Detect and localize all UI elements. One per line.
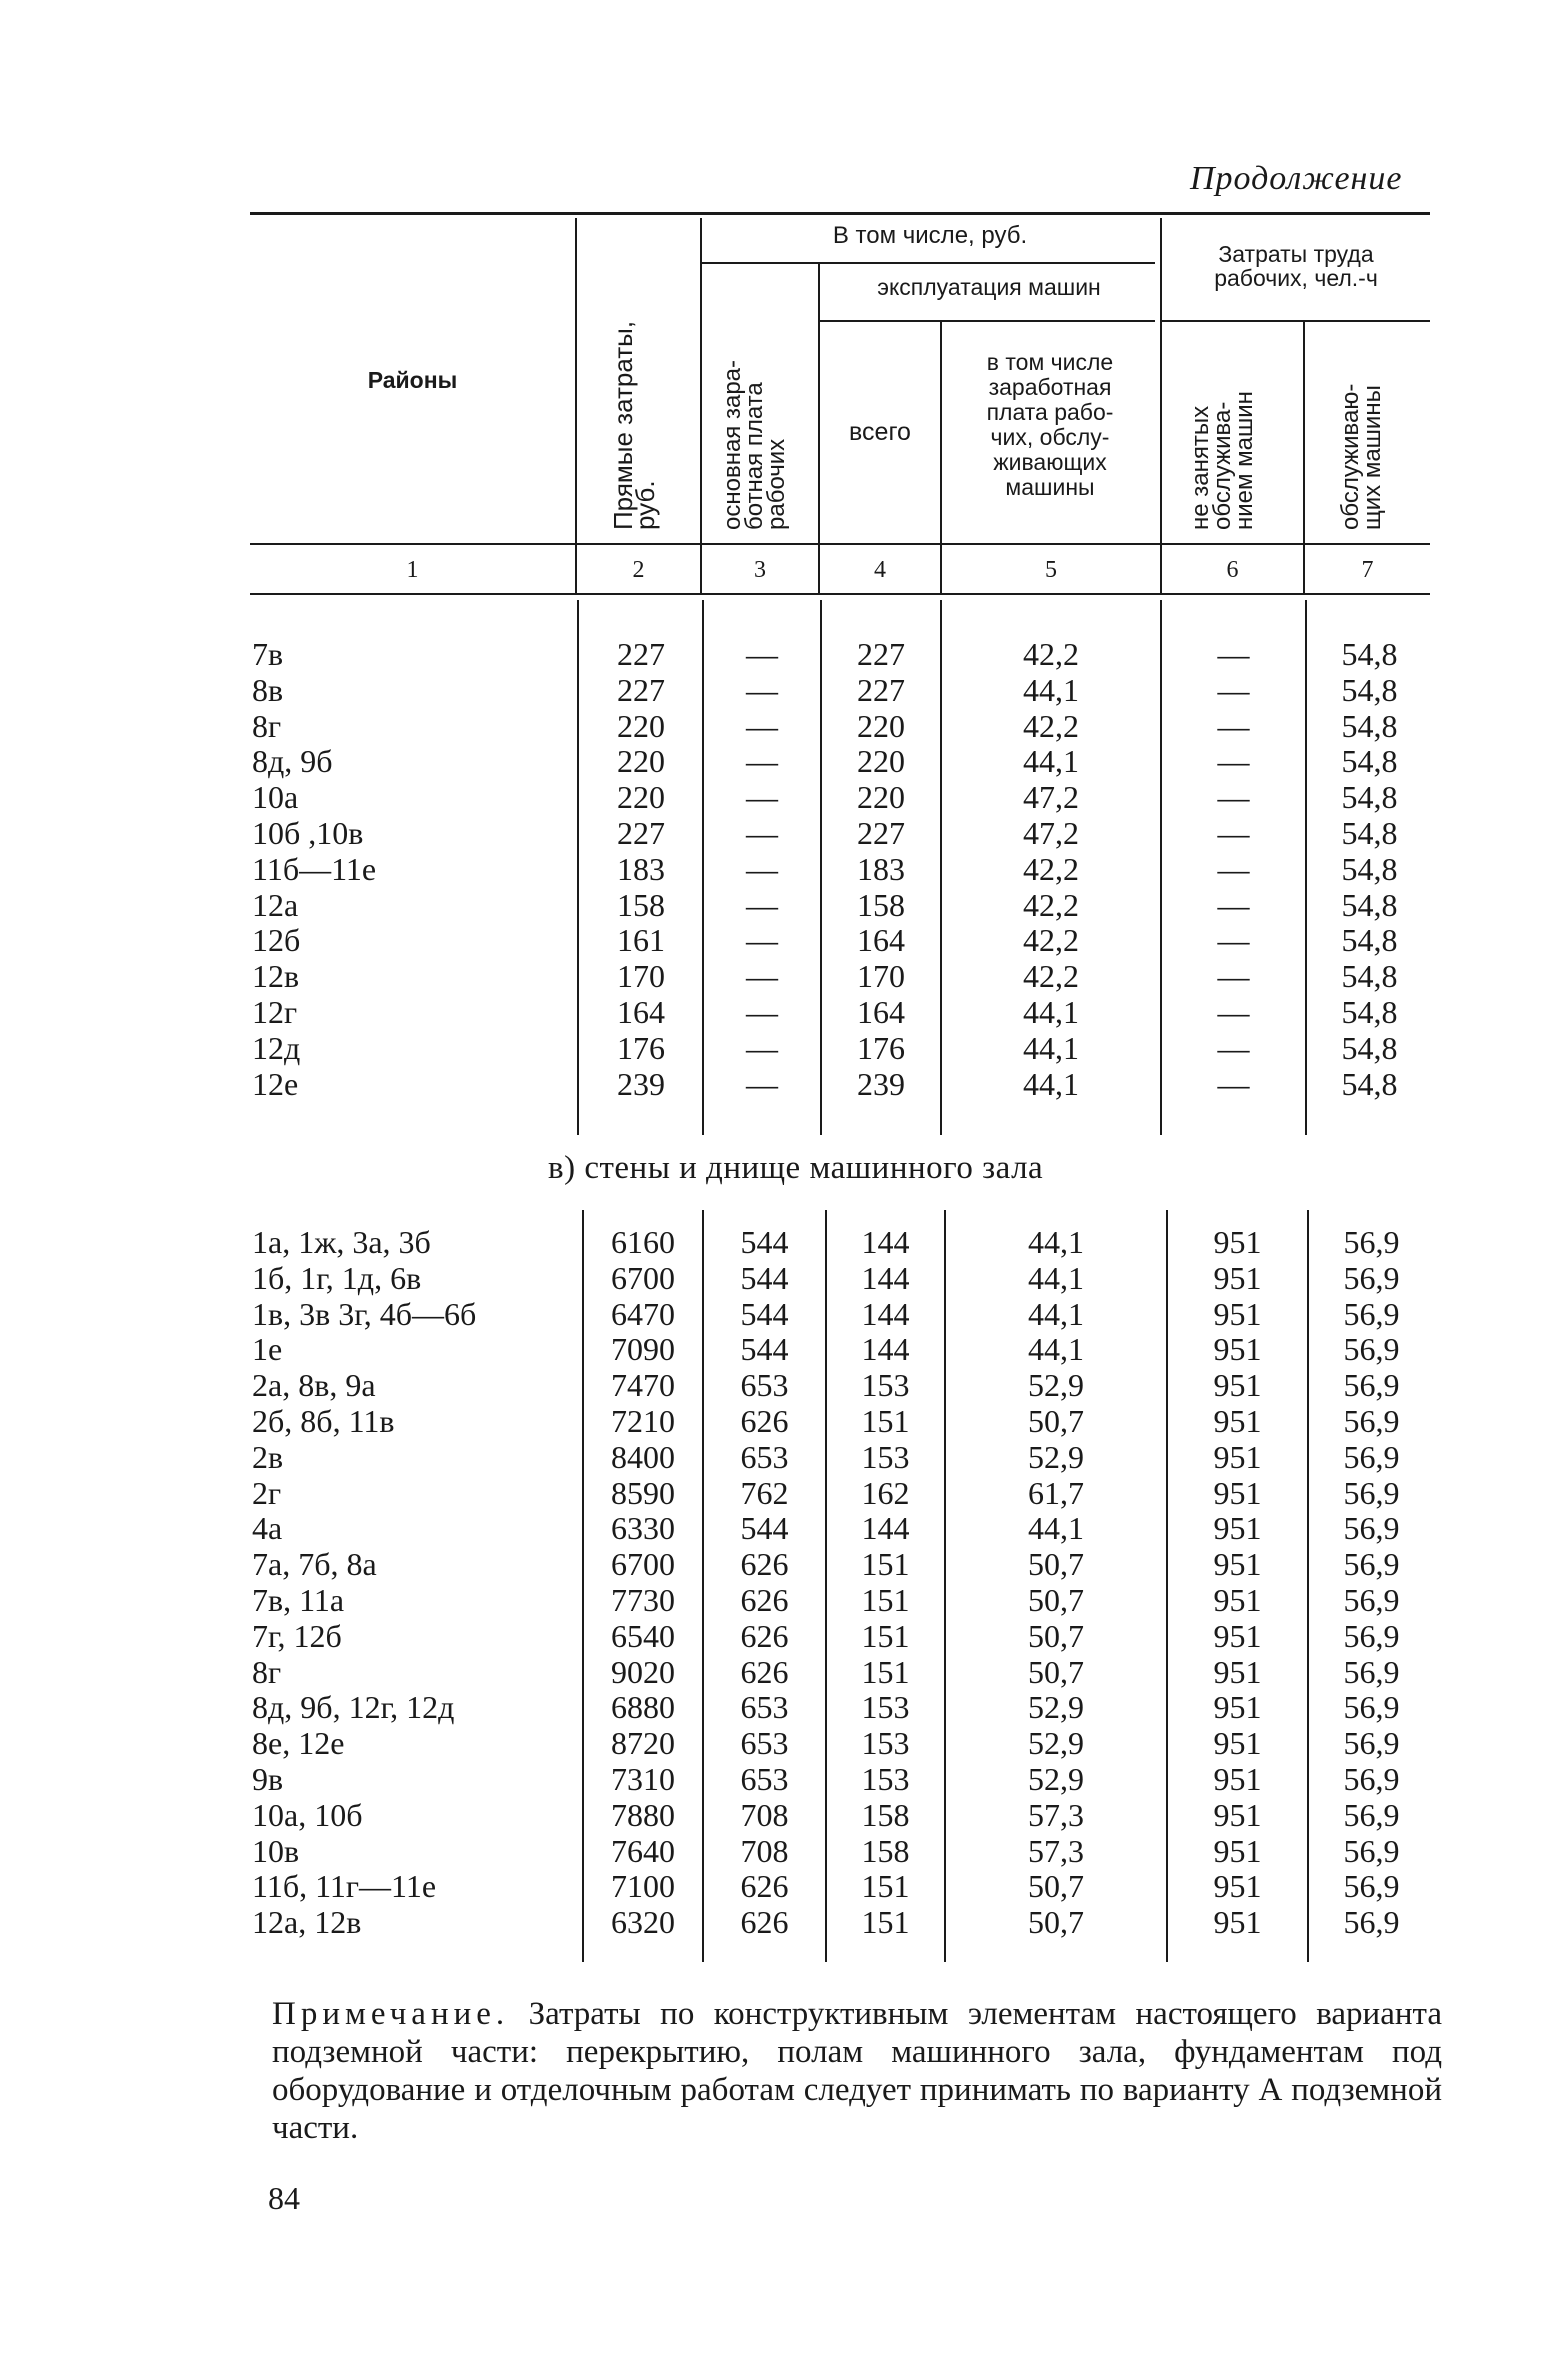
value-cell: 951 [1213,1546,1262,1583]
value-cell: 653 [740,1689,789,1726]
value-cell: 158 [861,1796,910,1833]
district-cell: 8д, 9б [252,743,333,780]
value-cell: — [746,922,778,959]
district-cell: 10в [252,1832,300,1869]
district-cell: 1б, 1г, 1д, 6в [252,1259,422,1296]
value-cell: 653 [740,1367,789,1404]
table-row [0,1833,1552,1869]
district-cell: 8в [252,671,284,708]
value-cell: 44,1 [1028,1510,1084,1547]
value-cell: 50,7 [1028,1582,1084,1618]
value-cell: 653 [740,1761,789,1797]
table-row [0,922,1552,958]
value-cell: 158 [857,886,905,923]
table-row [0,1331,1552,1367]
table-row [0,1510,1552,1546]
header-group-incl: В том числе, руб. [832,222,1028,249]
value-cell: — [1217,994,1250,1030]
table-row [0,1654,1552,1690]
value-cell: 42,2 [1023,886,1079,923]
district-cell: 11б, 11г—11е [252,1868,437,1905]
district-cell: 7а, 7б, 8а [252,1546,377,1583]
value-cell: 158 [861,1832,910,1869]
value-cell: — [746,1065,778,1102]
value-cell: 56,9 [1343,1617,1400,1654]
district-cell: 1е [252,1331,283,1368]
value-cell: 220 [617,707,665,744]
value-cell: 7470 [611,1367,675,1404]
table-row [0,1296,1552,1332]
value-cell: 7210 [611,1403,675,1439]
value-cell: 144 [861,1510,910,1547]
value-cell: 153 [861,1689,910,1726]
value-cell: 151 [861,1582,910,1618]
district-cell: 12г [252,994,298,1030]
value-cell: 6160 [611,1224,675,1260]
value-cell: — [746,994,778,1030]
value-cell: — [746,815,778,851]
district-cell: 8д, 9б, 12г, 12д [252,1689,455,1726]
value-cell: 161 [617,922,665,959]
table-row [0,1582,1552,1618]
value-cell: 951 [1213,1438,1262,1475]
value-cell: 50,7 [1028,1546,1084,1583]
value-cell: — [1217,922,1250,959]
value-cell: 951 [1213,1796,1262,1833]
value-cell: 56,9 [1343,1259,1400,1296]
table-row [0,1066,1552,1102]
district-cell: 12д [252,1029,301,1066]
value-cell: 56,9 [1343,1761,1400,1797]
value-cell: — [1217,636,1250,672]
value-cell: 626 [740,1904,789,1941]
value-cell: 951 [1213,1868,1262,1905]
value-cell: 44,1 [1023,671,1079,708]
value-cell: 183 [857,850,905,887]
colnum-7: 7 [1361,557,1374,583]
header-rule-labor [1160,320,1430,322]
value-cell: 54,8 [1341,743,1398,780]
district-cell: 2б, 8б, 11в [252,1403,395,1439]
value-cell: 144 [861,1224,910,1260]
district-cell: 4а [252,1510,283,1547]
value-cell: 54,8 [1341,815,1398,851]
district-cell: 1в, 3в 3г, 4б—6б [252,1295,477,1332]
table-row [0,958,1552,994]
district-cell: 10а, 10б [252,1796,363,1833]
value-cell: 653 [740,1438,789,1475]
value-cell: 50,7 [1028,1403,1084,1439]
value-cell: 44,1 [1023,743,1079,780]
colnum-5: 5 [1045,557,1057,583]
value-cell: 220 [617,779,665,816]
footnote [272,1995,1442,2147]
header-base-wages: основная зара- ботная плата рабочих [719,359,790,530]
value-cell: 951 [1213,1331,1262,1368]
value-cell: 54,8 [1341,922,1398,959]
value-cell: 626 [740,1868,789,1905]
district-cell: 12е [252,1065,299,1102]
value-cell: 47,2 [1023,815,1079,851]
value-cell: 544 [740,1510,789,1547]
value-cell: 56,9 [1343,1474,1400,1511]
value-cell: 54,8 [1341,1065,1398,1102]
header-labor-not-machines: не занятых обслужива- нием машин [1187,391,1258,530]
value-cell: 951 [1213,1725,1262,1762]
value-cell: 951 [1213,1474,1262,1511]
page-number: 84 [268,2180,300,2216]
table-row [0,851,1552,887]
value-cell: 50,7 [1028,1617,1084,1654]
table-row [0,887,1552,923]
header-rule-exploit [818,320,1155,322]
header-total: всего [849,418,911,446]
value-cell: 6700 [611,1259,675,1296]
table-row [0,1403,1552,1439]
value-cell: 56,9 [1343,1832,1400,1869]
header-direct-costs: Прямые затраты, руб. [608,320,660,530]
header-group-exploit: эксплуатация машин [877,274,1101,300]
value-cell: 544 [740,1259,789,1296]
value-cell: 56,9 [1343,1510,1400,1547]
value-cell: 7640 [611,1832,675,1869]
value-cell: — [1217,1065,1250,1102]
value-cell: 44,1 [1023,1065,1079,1102]
value-cell: 951 [1213,1904,1262,1941]
continuation-label: Продолжение [1190,160,1403,197]
value-cell: — [1217,743,1250,780]
table-top-rule [250,212,1430,215]
value-cell: 56,9 [1343,1295,1400,1332]
value-cell: 7100 [611,1868,675,1905]
value-cell: 544 [740,1224,789,1260]
value-cell: 626 [740,1653,789,1690]
value-cell: 44,1 [1023,1029,1079,1066]
value-cell: 54,8 [1341,707,1398,744]
footnote-text: Затраты по конструктивным элементам настоящего варианта подземной части: перекрытию, полам машинного зала, фундаментам под оборудование и отделочным работам следует принимать по варианту А подземной части. [272,1996,1442,2146]
table-row [0,672,1552,708]
value-cell: 7730 [611,1582,675,1618]
value-cell: 56,9 [1343,1582,1400,1618]
value-cell: 653 [740,1725,789,1762]
district-cell: 7в [252,636,284,672]
header-group-labor: Затраты труда рабочих, чел.-ч [1214,241,1378,291]
district-cell: 2в [252,1438,284,1475]
value-cell: 951 [1213,1832,1262,1869]
value-cell: 54,8 [1341,671,1398,708]
value-cell: — [746,671,778,708]
table-row [0,1725,1552,1761]
table-row [0,1689,1552,1725]
table-row [0,1797,1552,1833]
value-cell: 52,9 [1028,1689,1084,1726]
value-cell: 52,9 [1028,1367,1084,1404]
value-cell: 50,7 [1028,1904,1084,1941]
value-cell: 6470 [611,1295,675,1332]
value-cell: 951 [1213,1761,1262,1797]
value-cell: 626 [740,1546,789,1583]
value-cell: 227 [617,671,665,708]
value-cell: 6330 [611,1510,675,1547]
table-row [0,1618,1552,1654]
value-cell: 164 [617,994,665,1030]
footnote-label: Примечание. [272,1996,510,2032]
value-cell: 50,7 [1028,1653,1084,1690]
value-cell: — [746,1029,778,1066]
value-cell: 44,1 [1028,1295,1084,1332]
value-cell: 220 [857,779,905,816]
district-cell: 11б—11е [252,850,377,887]
district-cell: 12в [252,958,300,995]
value-cell: 42,2 [1023,707,1079,744]
value-cell: 162 [861,1474,910,1511]
value-cell: 951 [1213,1295,1262,1332]
value-cell: 56,9 [1343,1796,1400,1833]
value-cell: 164 [857,922,905,959]
value-cell: 151 [861,1904,910,1941]
value-cell: 227 [617,815,665,851]
value-cell: 52,9 [1028,1725,1084,1762]
value-cell: 56,9 [1343,1367,1400,1404]
district-cell: 7г, 12б [252,1617,342,1654]
district-cell: 10а [252,779,299,816]
value-cell: 54,8 [1341,636,1398,672]
value-cell: 153 [861,1725,910,1762]
value-cell: 951 [1213,1582,1262,1618]
value-cell: 54,8 [1341,886,1398,923]
value-cell: 7880 [611,1796,675,1833]
value-cell: — [1217,886,1250,923]
value-cell: — [746,779,778,816]
value-cell: 239 [617,1065,665,1102]
value-cell: 227 [617,636,665,672]
value-cell: 626 [740,1403,789,1439]
value-cell: 626 [740,1582,789,1618]
value-cell: 762 [740,1474,789,1511]
district-cell: 12а [252,886,299,923]
district-cell: 2г [252,1474,282,1511]
value-cell: 42,2 [1023,922,1079,959]
value-cell: 151 [861,1617,910,1654]
value-cell: 153 [861,1367,910,1404]
table-row [0,708,1552,744]
district-cell: 2а, 8в, 9а [252,1367,376,1404]
value-cell: 951 [1213,1510,1262,1547]
value-cell: 56,9 [1343,1331,1400,1368]
value-cell: 6320 [611,1904,675,1941]
table-row [0,1868,1552,1904]
value-cell: 6880 [611,1689,675,1726]
district-cell: 8г [252,707,282,744]
header-vline-1 [575,218,577,593]
value-cell: 220 [857,707,905,744]
value-cell: 47,2 [1023,779,1079,816]
value-cell: 183 [617,850,665,887]
value-cell: 951 [1213,1403,1262,1439]
value-cell: 44,1 [1028,1224,1084,1260]
value-cell: 164 [857,994,905,1030]
value-cell: 7090 [611,1331,675,1368]
value-cell: 153 [861,1761,910,1797]
value-cell: 158 [617,886,665,923]
value-cell: 151 [861,1546,910,1583]
value-cell: 56,9 [1343,1224,1400,1260]
value-cell: 951 [1213,1259,1262,1296]
value-cell: 151 [861,1653,910,1690]
value-cell: — [746,707,778,744]
value-cell: 54,8 [1341,1029,1398,1066]
value-cell: 44,1 [1023,994,1079,1030]
value-cell: 144 [861,1295,910,1332]
table-row [0,1224,1552,1260]
value-cell: 239 [857,1065,905,1102]
value-cell: 54,8 [1341,958,1398,995]
value-cell: 151 [861,1403,910,1439]
table-row [0,779,1552,815]
value-cell: 56,9 [1343,1438,1400,1475]
value-cell: 54,8 [1341,850,1398,887]
header-rule-incl [700,262,1155,264]
value-cell: 56,9 [1343,1689,1400,1726]
header-vline-2 [700,218,702,593]
value-cell: 176 [617,1029,665,1066]
value-cell: 56,9 [1343,1868,1400,1905]
value-cell: 42,2 [1023,958,1079,995]
colnum-4: 4 [874,557,886,583]
header-bottom-rule [250,543,1430,545]
value-cell: 227 [857,671,905,708]
value-cell: 56,9 [1343,1403,1400,1439]
value-cell: 52,9 [1028,1438,1084,1475]
district-cell: 1а, 1ж, 3а, 3б [252,1224,431,1260]
value-cell: 6540 [611,1617,675,1654]
value-cell: — [746,743,778,780]
value-cell: 227 [857,636,905,672]
value-cell: 56,9 [1343,1904,1400,1941]
table-row [0,1546,1552,1582]
value-cell: 544 [740,1331,789,1368]
value-cell: 42,2 [1023,636,1079,672]
value-cell: 61,7 [1028,1474,1084,1511]
table-row [0,1260,1552,1296]
value-cell: 708 [740,1832,789,1869]
value-cell: 7310 [611,1761,675,1797]
value-cell: — [1217,958,1250,995]
value-cell: 144 [861,1259,910,1296]
colnum-1: 1 [406,557,419,583]
value-cell: 44,1 [1028,1259,1084,1296]
value-cell: 227 [857,815,905,851]
value-cell: 951 [1213,1689,1262,1726]
header-vline-6 [1303,322,1305,593]
value-cell: 220 [617,743,665,780]
value-cell: 8590 [611,1474,675,1511]
value-cell: 42,2 [1023,850,1079,887]
value-cell: 56,9 [1343,1546,1400,1583]
value-cell: 951 [1213,1617,1262,1654]
value-cell: — [1217,779,1250,816]
colnum-3: 3 [754,557,766,583]
district-cell: 12а, 12в [252,1904,362,1941]
value-cell: 52,9 [1028,1761,1084,1797]
value-cell: 57,3 [1028,1832,1084,1869]
colnum-2: 2 [632,557,645,583]
section-title: в) стены и днище машинного зала [548,1150,1044,1186]
value-cell: 54,8 [1341,779,1398,816]
value-cell: — [1217,707,1250,744]
value-cell: 50,7 [1028,1868,1084,1905]
district-cell: 9в [252,1761,284,1797]
value-cell: 153 [861,1438,910,1475]
value-cell: — [746,850,778,887]
table-row [0,636,1552,672]
table-row [0,815,1552,851]
value-cell: 44,1 [1028,1331,1084,1368]
table-row [0,1367,1552,1403]
table-row [0,994,1552,1030]
value-cell: 144 [861,1331,910,1368]
district-cell: 8г [252,1653,282,1690]
value-cell: 9020 [611,1653,675,1690]
value-cell: 544 [740,1295,789,1332]
value-cell: 56,9 [1343,1653,1400,1690]
district-cell: 7в, 11а [252,1582,345,1618]
value-cell: — [746,958,778,995]
value-cell: — [1217,850,1250,887]
value-cell: 151 [861,1868,910,1905]
value-cell: 220 [857,743,905,780]
value-cell: 170 [857,958,905,995]
header-districts: Районы [367,367,458,393]
value-cell: 6700 [611,1546,675,1583]
value-cell: 170 [617,958,665,995]
table-row [0,1904,1552,1940]
value-cell: 8400 [611,1438,675,1475]
value-cell: 57,3 [1028,1796,1084,1833]
value-cell: — [746,886,778,923]
value-cell: — [746,636,778,672]
value-cell: 56,9 [1343,1725,1400,1762]
value-cell: 176 [857,1029,905,1066]
colnum-bottom-rule [250,593,1430,595]
district-cell: 10б ,10в [252,815,364,851]
table-row [0,743,1552,779]
value-cell: — [1217,815,1250,851]
colnum-6: 6 [1226,557,1239,583]
header-wages-machines: в том числе заработная плата рабо- чих, обслу- живающих машины [986,349,1114,500]
table-row [0,1030,1552,1066]
value-cell: 626 [740,1617,789,1654]
value-cell: — [1217,671,1250,708]
district-cell: 8е, 12е [252,1725,345,1762]
table-row [0,1475,1552,1511]
district-cell: 12б [252,922,301,959]
value-cell: 54,8 [1341,994,1398,1030]
value-cell: 951 [1213,1224,1262,1260]
table-row [0,1761,1552,1797]
value-cell: — [1217,1029,1250,1066]
value-cell: 951 [1213,1367,1262,1404]
value-cell: 708 [740,1796,789,1833]
value-cell: 8720 [611,1725,675,1762]
table-row [0,1439,1552,1475]
header-labor-machines: обслуживаю- щих машины [1337,383,1386,530]
value-cell: 951 [1213,1653,1262,1690]
